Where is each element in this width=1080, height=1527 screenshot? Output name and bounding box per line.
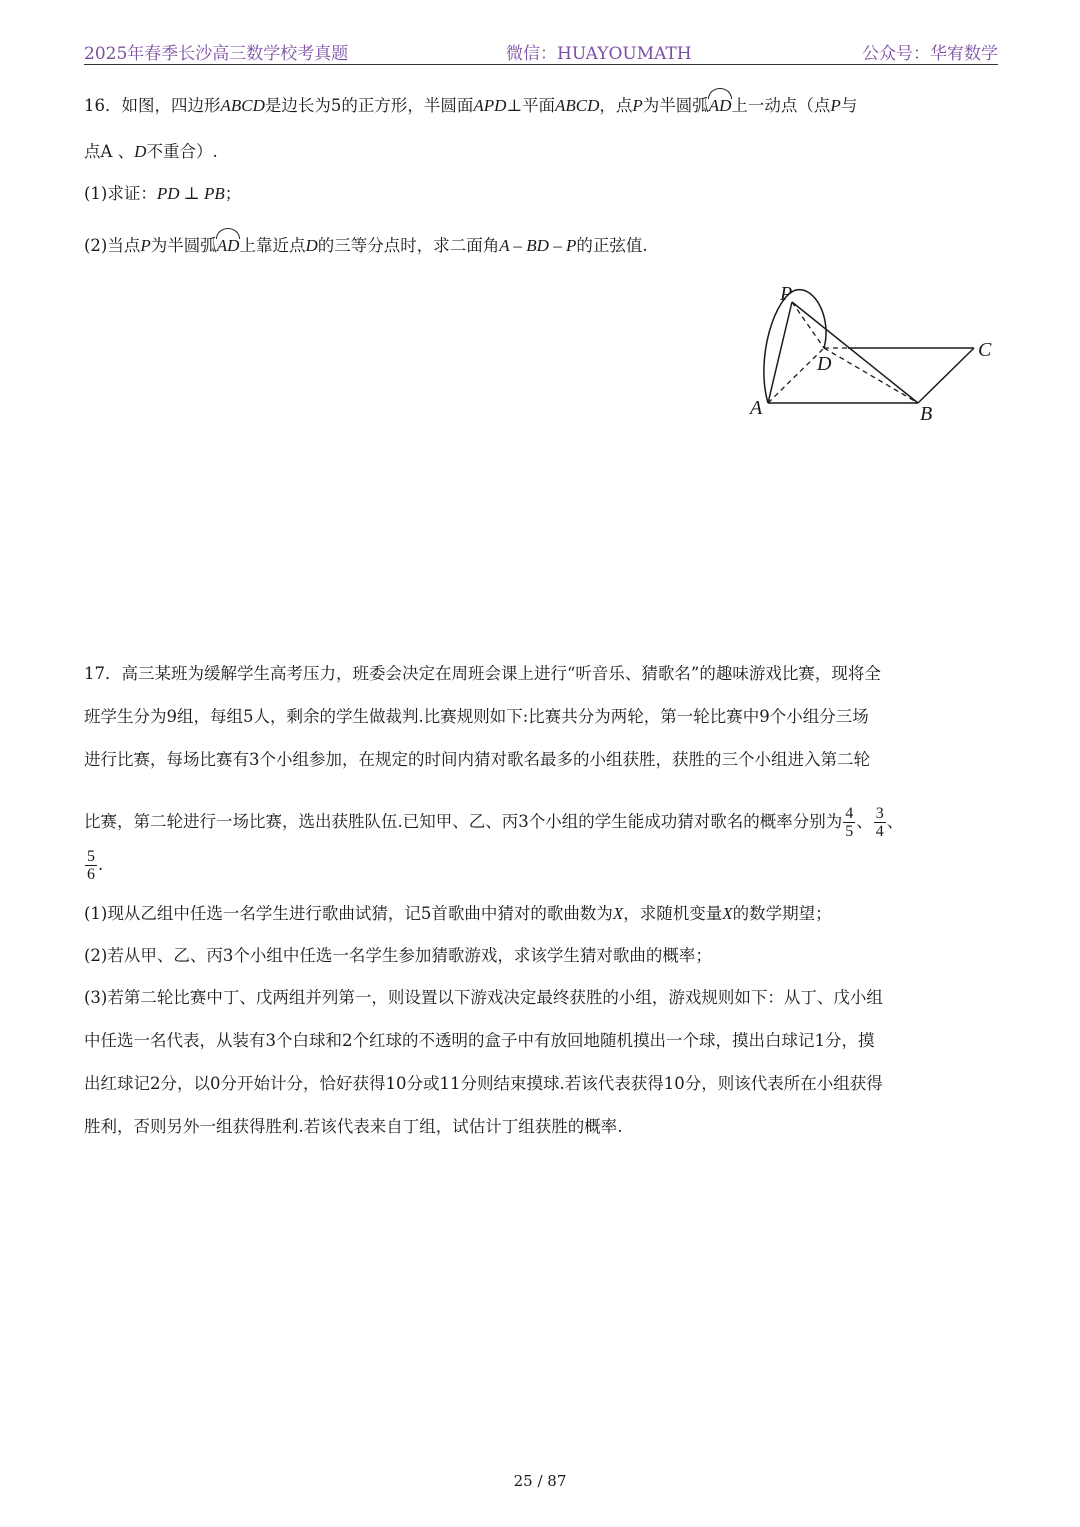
q16-line-1 [84, 90, 857, 118]
q16-math: ABCD [554, 96, 600, 115]
q16-math: P [140, 236, 151, 255]
edge-bd-hidden [824, 348, 918, 403]
page-number: 25 / 87 [513, 1472, 567, 1490]
q17-part-3-line-2: 中任选一名代表，从装有3个白球和2个红球的不透明的盒子中有放回地随机摸出一个球，摸出白球记1分，摸 [84, 1031, 875, 1050]
perp-symbol: ⊥ [506, 96, 522, 115]
q16-math: APD [473, 96, 507, 115]
header-account: 公众号：华宥数学 [862, 44, 998, 64]
fraction-3-4 [874, 805, 886, 840]
arc-ad: AD [709, 90, 732, 118]
header-title: 2025年春季长沙高三数学校考真题 [84, 44, 349, 64]
semicircle-arc [764, 290, 826, 403]
geometry-figure [740, 278, 1010, 428]
q16-text: ，点 [599, 96, 633, 115]
q16-math: D [134, 142, 147, 161]
q17-text: 比赛，第二轮进行一场比赛，选出获胜队伍.已知甲、乙、丙3个小组的学生能成功猜对歌名的概率分别为 [84, 812, 843, 831]
q16-text: 与 [840, 96, 858, 115]
q16-math: P [830, 96, 841, 115]
fraction-numerator: 5 [87, 848, 95, 865]
label-p: P [780, 283, 793, 305]
fraction-numerator: 4 [845, 805, 854, 822]
separator: 、 [856, 812, 873, 831]
page-header [84, 38, 998, 65]
q16-line-2 [84, 140, 218, 164]
header-wechat: 微信：HUAYOUMATH [506, 44, 692, 64]
q17-part-3-line-1: (3)若第二轮比赛中丁、戊两组并列第一，则设置以下游戏决定最终获胜的小组，游戏规则如下：从丁、戊小组 [84, 988, 883, 1007]
q16-part-2 [84, 230, 648, 258]
q17-text: 的数学期望； [732, 904, 832, 923]
edge-bc [918, 348, 974, 403]
fraction-numerator: 3 [875, 805, 884, 822]
arc-ad: AD [217, 230, 240, 258]
label-a: A [750, 397, 763, 419]
q17-math: X [722, 904, 733, 923]
edge-pa [768, 302, 792, 403]
q16-text: ； [224, 184, 242, 203]
edge-pb [792, 302, 918, 403]
q16-text: 平面 [521, 96, 555, 115]
edge-ad-hidden [768, 348, 824, 403]
q16-text: 上一动点（点 [731, 96, 831, 115]
q17-part-3-line-3: 出红球记2分，以0分开始计分，恰好获得10分或11分则结束摸球.若该代表获得10分，则该代表所在小组获得 [84, 1074, 883, 1093]
q16-text: 的正弦值. [576, 236, 648, 255]
q16-text: 16．如图，四边形 [84, 96, 221, 115]
period: . [98, 855, 104, 874]
fraction-4-5 [843, 805, 855, 840]
q16-text: 的三等分点时，求二面角 [317, 236, 500, 255]
q16-text: 为半圆弧 [150, 236, 217, 255]
q16-math: A – BD – P [499, 236, 577, 255]
q16-math: P [632, 96, 643, 115]
q17-line-3: 进行比赛，每场比赛有3个小组参加，在规定的时间内猜对歌名最多的小组获胜，获胜的三个小组进入第二轮 [84, 750, 870, 769]
q16-text: 为半圆弧 [642, 96, 709, 115]
q16-text: 是边长为5的正方形，半圆面 [264, 96, 474, 115]
fraction-denominator: 6 [87, 866, 95, 883]
label-b: B [920, 403, 933, 425]
q17-part-1 [84, 902, 832, 926]
q17-line-1: 17．高三某班为缓解学生高考压力，班委会决定在周班会课上进行“听音乐、猜歌名”的趣味游戏比赛，现将全 [84, 664, 881, 683]
q16-part-1 [84, 182, 241, 206]
q17-part-3-line-4: 胜利，否则另外一组获得胜利.若该代表来自丁组，试估计丁组获胜的概率. [84, 1117, 623, 1136]
q17-part-2: (2)若从甲、乙、丙3个小组中任选一名学生参加猜歌游戏，求该学生猜对歌曲的概率； [84, 946, 712, 965]
q16-text: 点A 、 [84, 142, 135, 161]
label-d: D [817, 353, 832, 375]
q16-text: 上靠近点 [239, 236, 306, 255]
q17-text: ，求随机变量 [623, 904, 723, 923]
separator: 、 [886, 812, 904, 831]
edge-pd-hidden [792, 302, 824, 348]
q16-text: (2)当点 [84, 236, 141, 255]
label-c: C [978, 339, 992, 361]
q17-math: X [612, 904, 624, 923]
q16-math: D [305, 236, 318, 255]
q17-line-5 [84, 840, 103, 890]
q16-text: (1)求证： [84, 184, 157, 203]
fraction-5-6 [85, 848, 97, 883]
q16-math: ABCD [220, 96, 265, 115]
q17-line-2: 班学生分为9组，每组5人，剩余的学生做裁判.比赛规则如下:比赛共分为两轮，第一轮比赛中9个小组分三场 [84, 707, 869, 726]
q17-line-4 [84, 794, 903, 850]
q17-text: (1)现从乙组中任选一名学生进行歌曲试猜，记5首歌曲中猜对的歌曲数为 [84, 904, 613, 923]
q16-text: 不重合）. [146, 142, 218, 161]
q16-math: PD ⊥ PB [156, 184, 225, 203]
fraction-denominator: 5 [845, 823, 854, 840]
fraction-denominator: 4 [875, 823, 884, 840]
